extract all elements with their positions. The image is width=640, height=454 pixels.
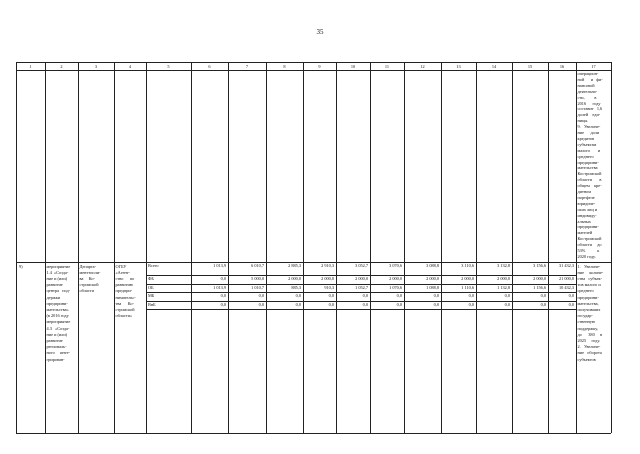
column-rule [611, 62, 612, 433]
column-rule [548, 62, 549, 433]
executor-line: нимательс- [115, 294, 136, 300]
finance-value: 910,3 [324, 284, 334, 290]
finance-value: 0,0 [568, 293, 574, 299]
finance-value: 0,0 [328, 301, 334, 307]
column-rule [370, 62, 371, 433]
finance-value: 0,0 [540, 301, 546, 307]
finance-value: 0,0 [220, 293, 226, 299]
column-rule [441, 62, 442, 433]
indicator-continuation-line: области в [577, 177, 602, 183]
finance-value: 0,0 [220, 276, 226, 282]
finance-value: 2 000,0 [288, 276, 301, 282]
column-number-header: 13 [456, 63, 461, 69]
indicator-continuation-line: 53% к [577, 248, 600, 253]
indicator-continuation-line: индивиду- [577, 212, 597, 218]
column-number-header: 11 [384, 63, 390, 69]
indicator-continuation-line: среднего [577, 153, 594, 159]
finance-value: 0,0 [295, 301, 301, 307]
finance-value: 1 156,6 [533, 284, 546, 290]
indicator-line: государ- [577, 313, 593, 319]
column-rule [78, 62, 79, 433]
finance-value: 1 088,8 [426, 284, 439, 290]
indicator-continuation-line: малого и [577, 147, 601, 153]
finance-value: 2 885,3 [288, 263, 301, 269]
column-number-header: 12 [420, 63, 425, 69]
column-rule [404, 62, 405, 433]
column-number-header: 8 [283, 63, 286, 69]
column-rule [45, 62, 46, 433]
column-number-header: 10 [350, 63, 356, 69]
finance-value: 5 000,0 [251, 276, 264, 282]
finance-value: 1 132,8 [497, 284, 510, 290]
measure-line: ного инте- [46, 350, 70, 356]
finance-value: 2 000,0 [321, 276, 334, 282]
column-rule [228, 62, 229, 433]
finance-value: 1 013,9 [213, 263, 226, 269]
finance-value: 0,0 [396, 301, 402, 307]
finance-value: 3 110,6 [461, 263, 474, 269]
finance-value: 3 070,6 [389, 263, 402, 269]
finance-value: 0,0 [258, 301, 264, 307]
finance-value: 0,0 [433, 293, 439, 299]
finance-value: 0,0 [504, 301, 510, 307]
executor-line: тва Ко- [115, 300, 134, 306]
indicator-line: предприни- [577, 294, 599, 300]
measure-line: мательства» [46, 306, 69, 312]
indicator-continuation-line: кредитов [577, 135, 595, 141]
executor-line: области» [115, 313, 133, 319]
indicator-continuation-line: субъектам [577, 141, 597, 147]
indicator-continuation-line: составит 1,6 [577, 106, 603, 112]
indicator-line: мательства, [577, 300, 599, 306]
indicator-continuation-line: мателей [577, 230, 593, 236]
measure-line: развитие [46, 282, 63, 288]
indicator-continuation-line: нансовой [577, 82, 595, 88]
column-rule [303, 62, 304, 433]
page-number: 35 [316, 28, 324, 36]
finance-value: 1 052,7 [355, 284, 368, 290]
indicator-line: 1. Увеличе- [577, 263, 601, 269]
indicator-continuation-line: альных [577, 218, 591, 224]
indicator-continuation-line: деятельно- [577, 88, 598, 94]
executor-line: развитию [115, 282, 133, 288]
executor-line: стромской [115, 306, 135, 312]
finance-value: 3 052,7 [355, 263, 368, 269]
department-line: ва Ко- [79, 275, 95, 281]
department-line: Департа- [79, 263, 96, 269]
finance-source-label: ФБ [148, 276, 154, 282]
finance-value: 21 000,0 [558, 276, 574, 282]
executor-line: предпри- [115, 288, 133, 294]
column-rule [266, 62, 267, 433]
indicator-line: среднего [577, 288, 594, 294]
finance-value: 885,3 [291, 284, 301, 290]
measure-line: (в 2016 году [46, 313, 69, 319]
finance-rule [146, 309, 576, 310]
column-number-header: 14 [491, 63, 497, 69]
indicator-continuation-line: ницы. [577, 118, 589, 124]
indicator-continuation-line: портфеле [577, 194, 595, 200]
finance-value: 2 000,0 [461, 276, 474, 282]
indicator-line: ства субъек- [577, 275, 603, 281]
department-line: менттопли- [79, 269, 101, 275]
indicator-continuation-line: предприни- [577, 224, 599, 230]
finance-value: 2 000,0 [497, 276, 510, 282]
column-rule [512, 62, 513, 433]
finance-value: 10 432,3 [558, 284, 574, 290]
measure-line: развитие [46, 337, 63, 343]
finance-source-label: ОБ [148, 284, 154, 290]
indicator-continuation-line: дитном [577, 189, 591, 194]
finance-value: 2 000,0 [389, 276, 402, 282]
finance-value: 2 000,0 [426, 276, 439, 282]
finance-value: 3 088,8 [426, 263, 439, 269]
measure-line: центра под- [46, 288, 71, 294]
header-rule [16, 70, 611, 71]
finance-value: 0,0 [568, 301, 574, 307]
finance-source-label: Всего [148, 263, 159, 269]
measure-line: грирован- [46, 356, 65, 362]
finance-value: 0,0 [362, 301, 368, 307]
finance-value: 0,0 [504, 293, 510, 299]
measure-line: 4.3 «Созда- [46, 325, 70, 331]
finance-source-label: ВнБ [148, 301, 156, 307]
executor-line: ОГБУ [115, 263, 127, 269]
finance-value: 1 070,6 [389, 284, 402, 290]
column-number-header: 9 [318, 63, 321, 69]
indicator-continuation-line: долей еди- [577, 112, 601, 118]
indicator-continuation-line: области до [577, 242, 602, 248]
column-number-header: 5 [167, 63, 170, 69]
finance-value: 0,0 [468, 293, 474, 299]
indicator-line: ственную [577, 319, 596, 325]
executor-line: ство по [115, 275, 135, 281]
column-number-header: 15 [527, 63, 533, 69]
finance-value: 31 432,3 [558, 263, 574, 269]
column-rule [336, 62, 337, 433]
finance-value: 3 132,8 [497, 263, 510, 269]
indicator-continuation-line: ских лиц и [577, 206, 598, 212]
indicator-continuation-line: мательства [577, 165, 598, 171]
finance-value: 0,0 [540, 293, 546, 299]
indicator-line: ние оборота [577, 350, 602, 356]
indicator-line: получивших [577, 306, 601, 312]
column-number-header: 16 [559, 63, 565, 69]
department-line: области [79, 288, 94, 294]
column-rule [16, 62, 17, 433]
indicator-line: ние количе- [577, 269, 604, 275]
indicator-continuation-line: ние доли [577, 130, 600, 135]
finance-value: 2 000,0 [355, 276, 368, 282]
measure-line: мероприятие [46, 319, 71, 325]
indicator-continuation-line: юридиче- [577, 200, 596, 206]
finance-value: 0,0 [396, 293, 402, 299]
measure-line: предприни- [46, 300, 68, 306]
column-number-header: 7 [245, 63, 249, 69]
finance-value: 0,0 [433, 301, 439, 307]
indicator-continuation-line: 2016 году [577, 100, 601, 106]
finance-value: 0,0 [295, 293, 301, 299]
column-number-header: 1 [29, 63, 32, 69]
indicator-continuation-line: Костромской [577, 171, 602, 177]
indicator-continuation-line: операцион- [577, 71, 599, 76]
finance-source-label: МБ [148, 293, 155, 299]
column-number-header: 17 [591, 63, 596, 69]
measure-line: держки [46, 294, 61, 300]
indicator-line: субъектов [577, 356, 596, 362]
finance-value: 0,0 [258, 293, 264, 299]
department-line: стромской [79, 282, 99, 288]
indicator-line: 2025 году. [577, 337, 601, 343]
row-number: 9) [19, 263, 23, 269]
program-table [16, 62, 611, 433]
column-number-header: 2 [60, 63, 63, 69]
indicator-continuation-line: сти, в [577, 94, 597, 100]
measure-line: региональ- [46, 344, 67, 350]
column-rule [114, 62, 115, 433]
measure-line: ние и (или) [46, 275, 68, 281]
column-rule [476, 62, 477, 433]
column-number-header: 3 [94, 63, 98, 69]
table-bottom-rule [16, 433, 611, 434]
measure-line: ние и (или) [46, 331, 68, 337]
finance-value: 1 010,7 [251, 284, 264, 290]
finance-value: 3 156,6 [533, 263, 546, 269]
indicator-line: тов малого и [577, 282, 601, 288]
indicator-continuation-line: предприни- [577, 159, 599, 165]
indicator-continuation-line: 2020 году. [577, 253, 596, 259]
column-rule [191, 62, 192, 433]
measure-line: мероприятие [46, 263, 71, 269]
column-rule [146, 62, 147, 433]
finance-value: 0,0 [362, 293, 368, 299]
finance-value: 0,0 [220, 301, 226, 307]
finance-value: 6 010,7 [251, 263, 264, 269]
indicator-continuation-line: Костромской [577, 236, 602, 242]
indicator-continuation-line: 9. Увеличе- [577, 124, 601, 130]
measure-line: 1.4 «Созда- [46, 269, 69, 275]
column-number-header: 6 [208, 63, 211, 69]
finance-value: 0,0 [468, 301, 474, 307]
indicator-line: поддержку, [577, 325, 599, 331]
finance-value: 2 000,0 [533, 276, 546, 282]
finance-value: 2 910,3 [321, 263, 334, 269]
indicator-line: 2. Увеличе- [577, 344, 601, 350]
indicator-line: до 380 в [577, 331, 603, 337]
column-number-header: 4 [128, 63, 132, 69]
indicator-continuation-line: общем кре- [577, 183, 602, 189]
indicator-continuation-line: ной и фи- [577, 76, 603, 82]
executor-line: «Агент- [115, 269, 130, 275]
finance-value: 1 110,6 [461, 284, 474, 290]
finance-value: 0,0 [328, 293, 334, 299]
finance-value: 1 013,9 [213, 284, 226, 290]
